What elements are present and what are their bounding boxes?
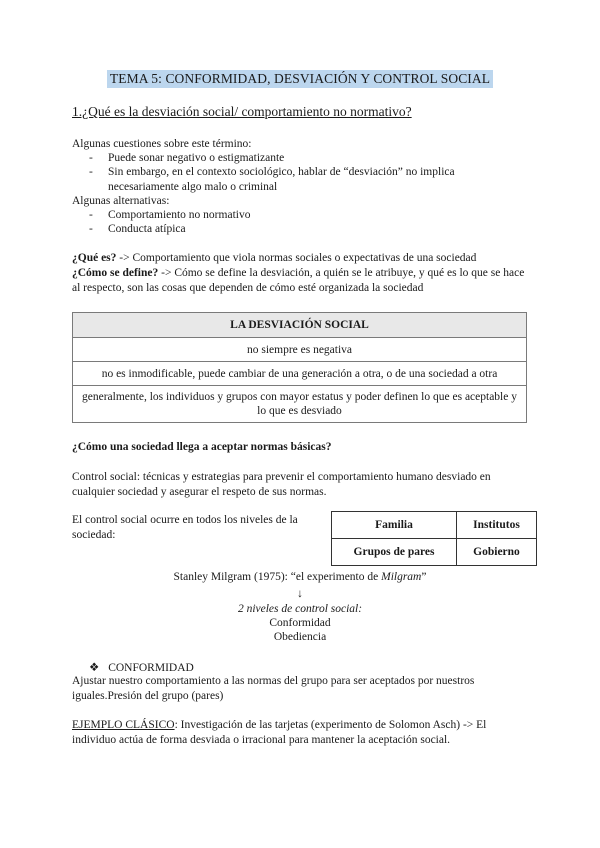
control-levels-table: [331, 511, 537, 566]
control-level-cell: Institutos: [457, 512, 537, 539]
milgram-line: [0, 570, 600, 585]
que-es-text: -> Comportamiento que viola normas sociales o expectativas de una sociedad: [116, 252, 477, 264]
nivel-conformidad: Conformidad: [269, 617, 331, 629]
milgram-prefix: Stanley Milgram (1975): “el experimento de: [173, 571, 382, 583]
desviacion-table-header: LA DESVIACIÓN SOCIAL: [73, 313, 527, 338]
que-es-label: ¿Qué es?: [72, 252, 117, 264]
control-level-cell: Grupos de pares: [332, 539, 457, 566]
conformidad-label: CONFORMIDAD: [108, 662, 194, 674]
document-title: TEMA 5: CONFORMIDAD, DESVIACIÓN Y CONTROL SOCIAL: [107, 70, 493, 88]
list-dash: -: [89, 152, 93, 164]
diamond-bullet-icon: ❖: [89, 662, 100, 674]
list-text: Sin embargo, en el contexto sociológico, hablar de “desviación” no implica necesariamente algo malo o criminal: [108, 166, 455, 193]
niveles-text: El control social ocurre en todos los niveles de la sociedad:: [72, 514, 298, 541]
down-arrow: ↓: [297, 588, 303, 600]
list-dash: -: [89, 223, 93, 235]
list-dash: -: [89, 166, 93, 178]
niveles-label: [0, 602, 600, 617]
conformidad-text: Ajustar nuestro comportamiento a las normas del grupo para ser aceptados por nuestros iguales.Presión del grupo (pares): [72, 675, 475, 702]
como-se-define-text: -> Cómo se define la desviación, a quién se le atribuye, y qué es lo que se hace al respecto, son las cosas que dependen de cómo esté organizada la sociedad: [72, 267, 525, 294]
como-se-define-paragraph: [72, 266, 532, 295]
control-social-definition: Control social: técnicas y estrategias para prevenir el comportamiento humano desviado en cualquier sociedad y asegurar el respeto de sus normas.: [72, 471, 491, 498]
list-dash: -: [89, 209, 93, 221]
milgram-suffix: ”: [421, 571, 427, 583]
intro-cuestiones: Algunas cuestiones sobre este término:: [72, 138, 252, 150]
desviacion-table-cell: no es inmodificable, puede cambiar de una generación a otra, o de una sociedad a otra: [73, 362, 527, 386]
que-es-paragraph: [72, 251, 532, 266]
section2-heading: [72, 440, 332, 455]
milgram-name: Milgram: [381, 571, 422, 583]
list-text: Comportamiento no normativo: [108, 209, 251, 221]
intro-alternativas: Algunas alternativas:: [72, 195, 170, 207]
como-se-define-label: ¿Cómo se define?: [72, 267, 159, 279]
list-text: Conducta atípica: [108, 223, 186, 235]
control-level-cell: Familia: [332, 512, 457, 539]
ejemplo-text: : Investigación de las tarjetas (experimento de Solomon Asch) -> El individuo actúa de forma desviada o irracional para mantener la aceptación social.: [72, 719, 487, 746]
desviacion-table: [72, 312, 527, 423]
nivel-obediencia: Obediencia: [273, 631, 327, 643]
section2-heading-text: ¿Cómo una sociedad llega a aceptar normas básicas?: [72, 441, 332, 453]
list-text: Puede sonar negativo o estigmatizante: [108, 152, 285, 164]
ejemplo-paragraph: [72, 718, 532, 747]
section1-heading: 1.¿Qué es la desviación social/ comportamiento no normativo?: [72, 104, 412, 119]
desviacion-table-cell: generalmente, los individuos y grupos con mayor estatus y poder definen lo que es aceptable y lo que es desviado: [73, 386, 527, 423]
niveles-label-text: 2 niveles de control social:: [237, 603, 363, 615]
control-level-cell: Gobierno: [457, 539, 537, 566]
title-wrap: [0, 70, 600, 88]
conformidad-bullet-line: [89, 660, 194, 674]
ejemplo-label: EJEMPLO CLÁSICO: [72, 719, 175, 731]
desviacion-table-cell: no siempre es negativa: [73, 338, 527, 362]
